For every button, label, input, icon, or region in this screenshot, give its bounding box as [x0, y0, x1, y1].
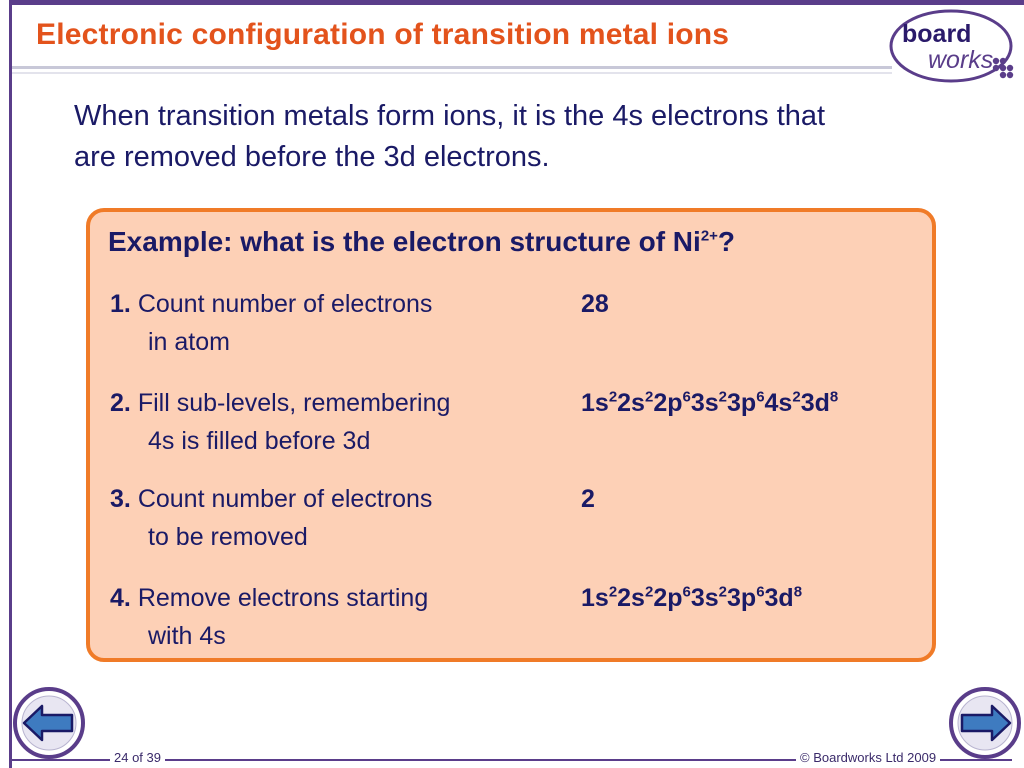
top-frame-bar: [9, 0, 1024, 5]
step-number: 4.: [110, 584, 131, 612]
step-2-value: $1s^22s^22p^63s^23p^64s^23d^8$: [581, 388, 839, 417]
step-number: 3.: [110, 485, 131, 513]
step-2-label: 2. Fill sub-levels, remembering 4s is filled before 3d: [110, 389, 451, 455]
step-number: 2.: [110, 389, 131, 417]
step-number: 1.: [110, 290, 131, 318]
slide-title: Electronic configuration of transition metal ions: [36, 18, 730, 51]
step-3-label: 3. Count number of electrons to be removed: [110, 485, 433, 551]
svg-text:board: board: [902, 20, 972, 48]
arrow-right-icon: [948, 686, 1022, 760]
left-frame-rule: [9, 0, 12, 768]
intro-line-1: When transition metals form ions, it is the 4s electrons that: [74, 100, 826, 132]
intro-text: [74, 96, 984, 178]
step-3-value: 2: [581, 485, 595, 513]
svg-text:works: works: [928, 46, 994, 74]
next-slide-button[interactable]: [948, 686, 1022, 760]
intro-line-2: are removed before the 3d electrons.: [74, 141, 550, 173]
step-1-value: 28: [581, 290, 609, 318]
page-number: 24 of 39: [110, 750, 165, 766]
previous-slide-button[interactable]: [12, 686, 86, 760]
title-underline: [12, 66, 892, 69]
arrow-left-icon: [12, 686, 86, 760]
step-4-label: 4. Remove electrons starting with 4s: [110, 584, 429, 650]
copyright-notice: © Boardworks Ltd 2009: [796, 750, 940, 766]
step-4-value: $1s^22s^22p^63s^23p^63d^8$: [581, 583, 803, 612]
title-underline-shadow: [12, 72, 892, 74]
ion-charge: 2+: [700, 227, 718, 245]
example-heading: Example: what is the electron structure of $Ni^{2+}$?: [108, 226, 736, 257]
step-1-label: 1. Count number of electrons in atom: [110, 290, 433, 356]
boardworks-logo: [888, 6, 1018, 84]
